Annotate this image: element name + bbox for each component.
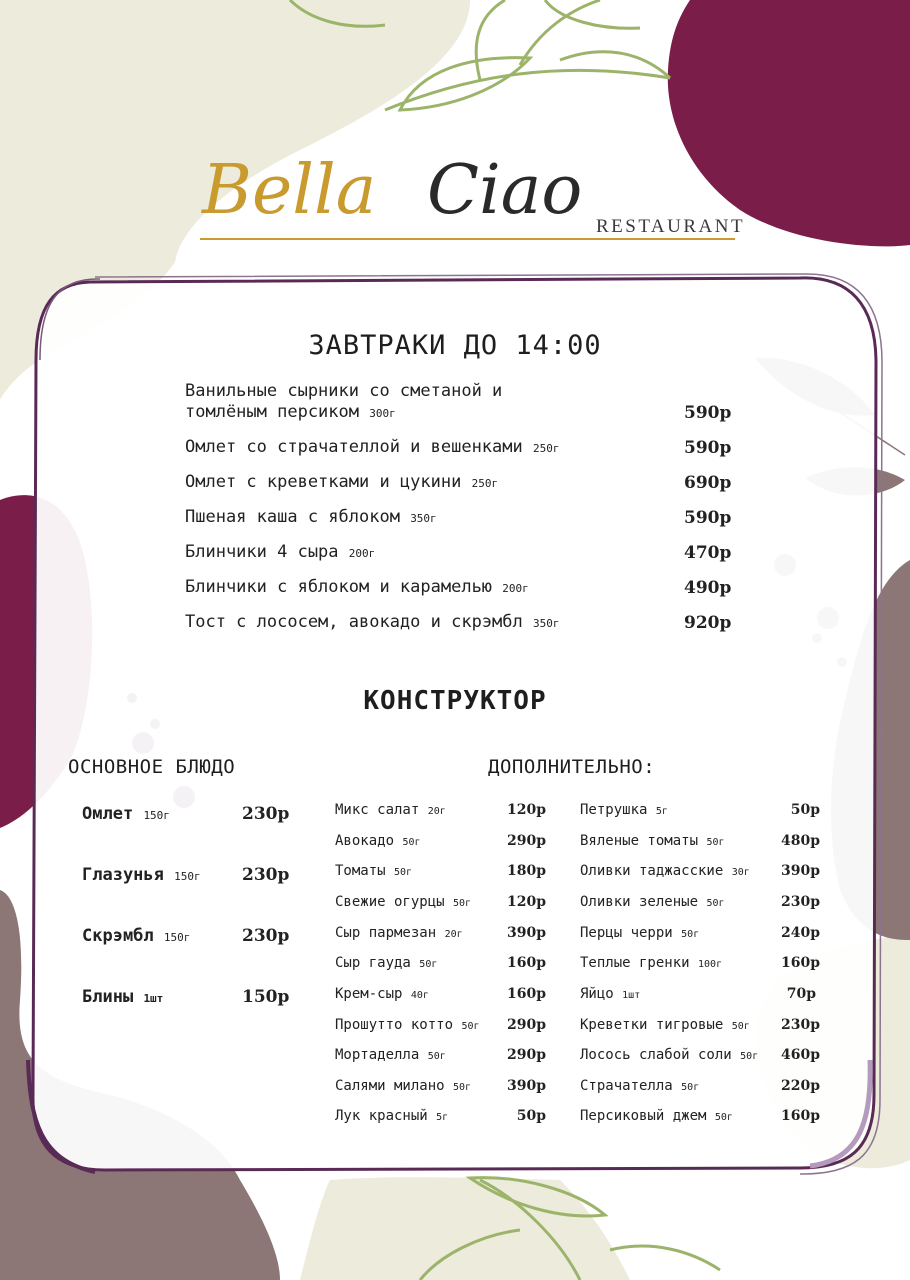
item-weight: 20г bbox=[427, 806, 446, 817]
extra-left-price: 290р bbox=[506, 833, 546, 849]
item-weight: 250г bbox=[471, 477, 499, 490]
main-dish-name: Блины 1шт bbox=[82, 987, 164, 1007]
extras-title: ДОПОЛНИТЕЛЬНО: bbox=[488, 756, 656, 778]
item-weight: 50г bbox=[706, 898, 725, 909]
logo-script bbox=[192, 128, 612, 238]
logo-underline bbox=[200, 238, 735, 240]
item-weight: 50г bbox=[453, 898, 472, 909]
extra-left-name: Авокадо 50г bbox=[335, 833, 421, 849]
extra-left-name: Мортаделла 50г bbox=[335, 1047, 446, 1063]
breakfast-item-name: Блинчики 4 сыра 200г bbox=[185, 542, 376, 562]
extra-right-price: 160р bbox=[780, 1108, 820, 1124]
extra-right-price: 230р bbox=[780, 1017, 820, 1033]
extra-left-price: 390р bbox=[506, 1078, 546, 1094]
item-weight: 350г bbox=[410, 512, 437, 525]
item-weight: 150г bbox=[174, 870, 201, 883]
burgundy-blob-top-right bbox=[668, 0, 910, 246]
breakfast-item-price: 490р bbox=[684, 578, 732, 598]
beige-blob-bottom bbox=[300, 1177, 630, 1280]
item-weight: 50г bbox=[427, 1051, 446, 1062]
breakfast-item-name: томлёным персиком 300г bbox=[185, 402, 396, 422]
extra-right-price: 480р bbox=[780, 833, 820, 849]
logo-subtitle: RESTAURANT bbox=[596, 216, 746, 237]
extra-left-price: 160р bbox=[506, 986, 546, 1002]
extra-left-price: 50р bbox=[516, 1108, 546, 1124]
breakfast-item-price: 590р bbox=[684, 403, 732, 423]
extra-right-price: 70р bbox=[786, 986, 816, 1002]
extra-left-name: Лук красный 5г bbox=[335, 1108, 449, 1124]
extra-right-name: Страчателла 50г bbox=[580, 1078, 700, 1094]
item-weight: 200г bbox=[502, 582, 529, 595]
item-weight: 5г bbox=[436, 1112, 449, 1123]
extra-right-name: Вяленые томаты 50г bbox=[580, 833, 725, 849]
extra-left-name: Сыр пармезан 20г bbox=[335, 925, 463, 941]
extra-right-name: Лосось слабой соли 50г bbox=[580, 1047, 759, 1063]
dot bbox=[318, 83, 328, 93]
extra-left-price: 160р bbox=[506, 955, 546, 971]
item-weight: 50г bbox=[681, 1082, 700, 1093]
breakfast-item-price: 590р bbox=[684, 508, 732, 528]
extra-right-name: Креветки тигровые 50г bbox=[580, 1017, 750, 1033]
extra-left-price: 120р bbox=[506, 802, 546, 818]
item-weight: 30г bbox=[731, 867, 750, 878]
extra-right-name: Оливки таджасские 30г bbox=[580, 863, 750, 879]
main-dish-title: ОСНОВНОЕ БЛЮДО bbox=[68, 756, 236, 778]
breakfast-item-name: Пшеная каша с яблоком 350г bbox=[185, 507, 437, 527]
item-weight: 1шт bbox=[143, 992, 164, 1005]
item-weight: 50г bbox=[419, 959, 438, 970]
item-weight: 350г bbox=[533, 617, 560, 630]
extra-left-name: Крем-сыр 40г bbox=[335, 986, 429, 1002]
extra-right-price: 160р bbox=[780, 955, 820, 971]
extra-left-price: 120р bbox=[506, 894, 546, 910]
item-weight: 200г bbox=[348, 547, 376, 560]
main-dish-name: Омлет 150г bbox=[82, 804, 170, 824]
main-dish-name: Скрэмбл 150г bbox=[82, 926, 191, 946]
extra-right-price: 460р bbox=[780, 1047, 820, 1063]
item-weight: 1шт bbox=[622, 990, 641, 1001]
extra-right-name: Яйцо 1шт bbox=[580, 986, 641, 1002]
logo-ciao: Ciao bbox=[427, 151, 583, 230]
breakfast-item-name: Блинчики с яблоком и карамелью 200г bbox=[185, 577, 529, 597]
constructor-title: КОНСТРУКТОР bbox=[363, 686, 547, 716]
breakfast-item-price: 470р bbox=[684, 543, 732, 563]
item-weight: 50г bbox=[394, 867, 413, 878]
menu-frame bbox=[33, 278, 876, 1170]
item-weight: 50г bbox=[681, 929, 700, 940]
breakfast-item-price: 590р bbox=[684, 438, 732, 458]
main-dish-price: 230р bbox=[242, 926, 290, 946]
item-weight: 50г bbox=[731, 1021, 750, 1032]
logo-bella: Bella bbox=[202, 151, 377, 230]
extra-left-name: Свежие огурцы 50г bbox=[335, 894, 472, 910]
breakfast-item-price: 690р bbox=[684, 473, 732, 493]
breakfast-item-name-line1: Ванильные сырники со сметаной и bbox=[185, 381, 503, 401]
extra-right-price: 240р bbox=[780, 925, 820, 941]
extra-right-name: Перцы черри 50г bbox=[580, 925, 700, 941]
item-weight: 20г bbox=[444, 929, 463, 940]
breakfast-item-name: Омлет со страчателлой и вешенками 250г bbox=[185, 437, 560, 457]
breakfast-item-name: Омлет с креветками и цукини 250г bbox=[185, 472, 499, 492]
extra-left-name: Салями милано 50г bbox=[335, 1078, 472, 1094]
item-weight: 50г bbox=[706, 837, 725, 848]
extra-left-price: 290р bbox=[506, 1047, 546, 1063]
main-dish-price: 150р bbox=[242, 987, 290, 1007]
extra-left-price: 390р bbox=[506, 925, 546, 941]
item-weight: 50г bbox=[461, 1021, 480, 1032]
breakfast-title: ЗАВТРАКИ ДО 14:00 bbox=[308, 330, 602, 361]
breakfast-item-name: Тост с лососем, авокадо и скрэмбл 350г bbox=[185, 612, 560, 632]
item-weight: 100г bbox=[698, 959, 723, 970]
extra-left-name: Прошутто котто 50г bbox=[335, 1017, 480, 1033]
item-weight: 5г bbox=[655, 806, 668, 817]
item-weight: 50г bbox=[740, 1051, 759, 1062]
extra-right-price: 230р bbox=[780, 894, 820, 910]
extra-right-name: Персиковый джем 50г bbox=[580, 1108, 733, 1124]
extra-right-price: 390р bbox=[780, 863, 820, 879]
extra-left-name: Сыр гауда 50г bbox=[335, 955, 438, 971]
extra-left-name: Томаты 50г bbox=[335, 863, 413, 879]
dot bbox=[289, 65, 303, 79]
item-weight: 300г bbox=[369, 407, 396, 420]
extra-left-price: 180р bbox=[506, 863, 546, 879]
item-weight: 250г bbox=[533, 442, 560, 455]
item-weight: 50г bbox=[453, 1082, 472, 1093]
item-weight: 50г bbox=[402, 837, 421, 848]
main-dish-name: Глазунья 150г bbox=[82, 865, 201, 885]
extra-left-price: 290р bbox=[506, 1017, 546, 1033]
breakfast-item-price: 920р bbox=[684, 613, 732, 633]
item-weight: 150г bbox=[163, 931, 191, 944]
item-weight: 50г bbox=[714, 1112, 733, 1123]
extra-left-name: Микс салат 20г bbox=[335, 802, 446, 818]
main-dish-price: 230р bbox=[242, 865, 290, 885]
extra-right-name: Теплые гренки 100г bbox=[580, 955, 723, 971]
item-weight: 40г bbox=[410, 990, 429, 1001]
extra-right-name: Петрушка 5г bbox=[580, 802, 668, 818]
item-weight: 150г bbox=[143, 809, 170, 822]
main-dish-price: 230р bbox=[242, 804, 290, 824]
extra-right-price: 220р bbox=[780, 1078, 820, 1094]
extra-right-price: 50р bbox=[790, 802, 820, 818]
extra-right-name: Оливки зеленые 50г bbox=[580, 894, 725, 910]
